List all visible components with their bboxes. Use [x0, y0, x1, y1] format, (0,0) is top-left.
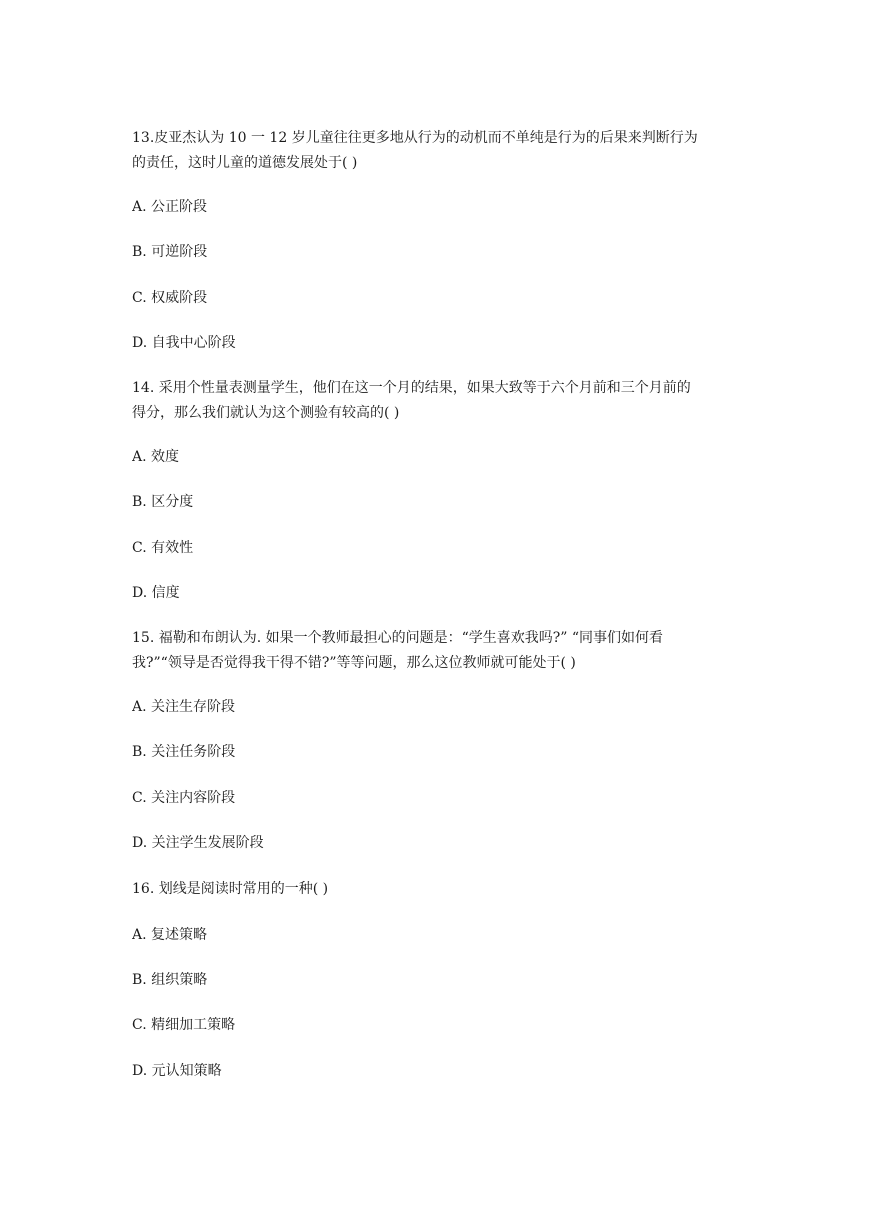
option-b: B. 关注任务阶段 [132, 744, 236, 760]
option-b: B. 区分度 [132, 494, 194, 510]
option-a: A. 公正阶段 [132, 199, 208, 215]
option-d: D. 信度 [132, 585, 180, 601]
option-d: D. 元认知策略 [132, 1063, 222, 1079]
option-c: C. 关注内容阶段 [132, 790, 236, 806]
question-stem-line: 我?”“领导是否觉得我干得不错?”等等问题，那么这位教师就可能处于( ) [132, 655, 576, 671]
question-stem-line: 14. 采用个性量表测量学生，他们在这一个月的结果，如果大致等于六个月前和三个月前的 [132, 380, 691, 396]
question-stem-line: 13.皮亚杰认为 10 一 12 岁儿童往往更多地从行为的动机而不单纯是行为的后果来判断行为 [132, 130, 698, 146]
option-c: C. 权威阶段 [132, 290, 208, 306]
question-stem-line: 16. 划线是阅读时常用的一种( ) [132, 881, 329, 897]
question-stem-line: 的责任，这时儿童的道德发展处于( ) [132, 155, 358, 171]
option-d: D. 自我中心阶段 [132, 335, 236, 351]
option-a: A. 关注生存阶段 [132, 699, 236, 715]
option-d: D. 关注学生发展阶段 [132, 835, 264, 851]
question-stem-line: 15. 福勒和布朗认为. 如果一个教师最担心的问题是：“学生喜欢我吗?” “同事们如何看 [132, 630, 664, 646]
option-b: B. 可逆阶段 [132, 244, 208, 260]
option-c: C. 精细加工策略 [132, 1017, 236, 1033]
option-c: C. 有效性 [132, 540, 194, 556]
option-b: B. 组织策略 [132, 972, 208, 988]
option-a: A. 复述策略 [132, 927, 208, 943]
question-stem-line: 得分，那么我们就认为这个测验有较高的( ) [132, 405, 400, 421]
option-a: A. 效度 [132, 449, 180, 465]
